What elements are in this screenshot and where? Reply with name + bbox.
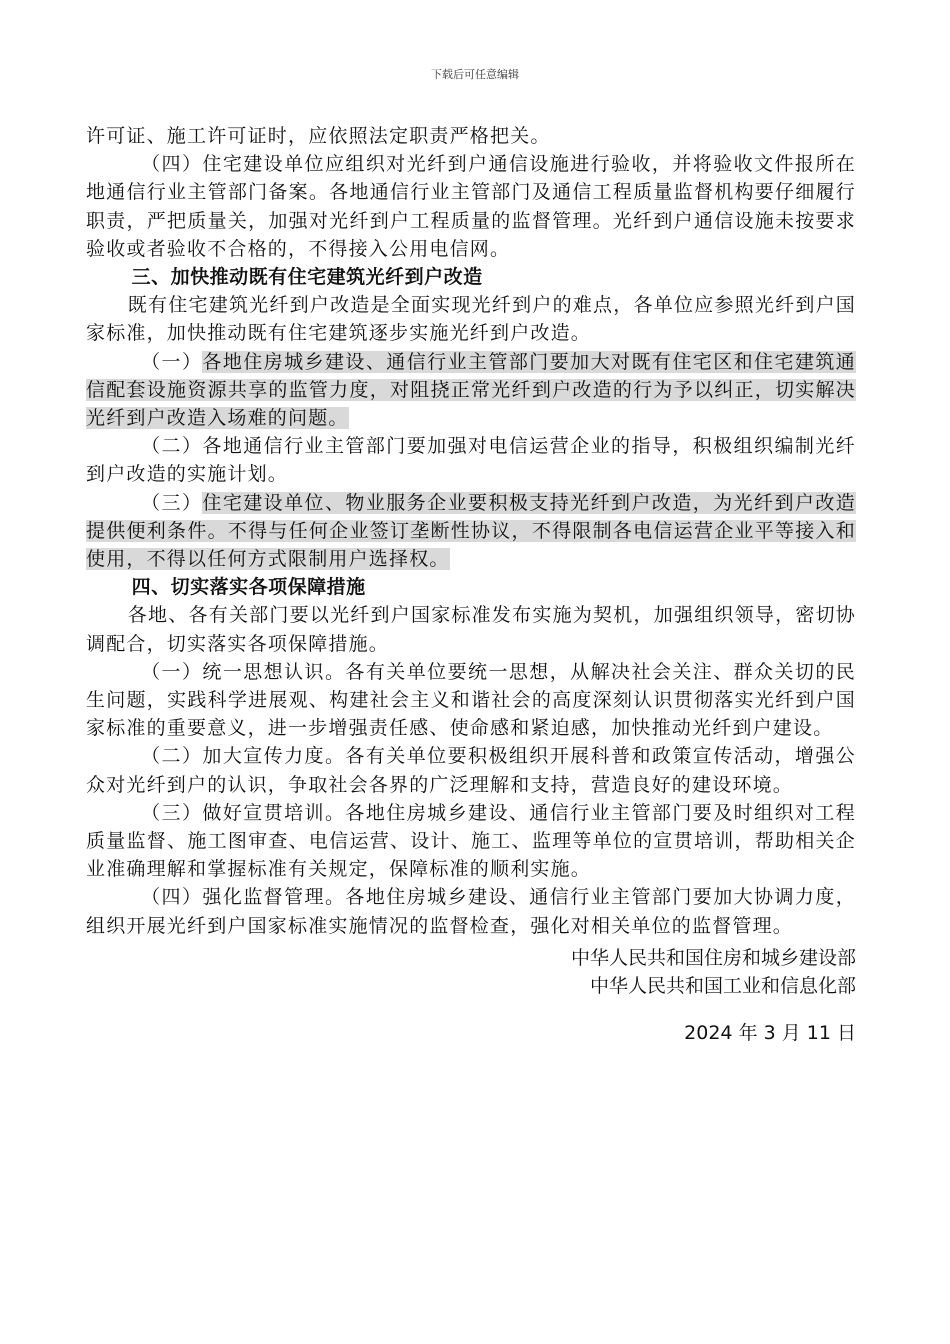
page-header: 下载后可任意编辑 [431,68,519,81]
highlighted-text: 住宅建设单位、物业服务企业要积极支持光纤到户改造，为光纤到户改造提供便利条件。不得与任何企业签订垄断性协议，不得限制各电信运营企业平等接入和使用，不得以任何方式限制用户选择权。 [86,491,856,571]
paragraph-9: （二）加大宣传力度。各有关单位要积极组织开展科普和政策宣传活动，增强公众对光纤到户的认识，争取社会各界的广泛理解和支持，营造良好的建设环境。 [86,745,856,796]
paragraph-5: （二）各地通信行业主管部门要加强对电信运营企业的指导，积极组织编制光纤到户改造的实施计划。 [86,435,856,486]
paragraph-8: （一）统一思想认识。各有关单位要统一思想，从解决社会关注、群众关切的民生问题，实践科学进展观、构建社会主义和谐社会的高度深刻认识贯彻落实光纤到户国家标准的重要意义，进一步增强责任感、使命感和紧迫感，加快推动光纤到户建设。 [86,660,856,740]
paragraph-6-prefix: （三） [141,491,203,514]
paragraph-4 [86,348,856,433]
signature-date: 2024 年 3 月 11 日 [684,1022,856,1044]
paragraph-10: （三）做好宣贯培训。各地住房城乡建设、通信行业主管部门要及时组织对工程质量监督、施工图审查、电信运营、设计、施工、监理等单位的宣贯培训，帮助相关企业准确理解和掌握标准有关规定，保障标准的顺利实施。 [86,801,856,881]
paragraph-4-prefix: （一） [141,350,203,373]
paragraph-3: 既有住宅建筑光纤到户改造是全面实现光纤到户的难点，各单位应参照光纤到户国家标准，加快推动既有住宅建筑逐步实施光纤到户改造。 [86,294,856,345]
section-heading-3: 三、加快推动既有住宅建筑光纤到户改造 [131,266,483,289]
signature-ministry-2: 中华人民共和国工业和信息化部 [589,975,856,997]
section-heading-4: 四、切实落实各项保障措施 [131,576,366,599]
paragraph-7: 各地、各有关部门要以光纤到户国家标准发布实施为契机，加强组织领导，密切协调配合，切实落实各项保障措施。 [86,604,856,655]
signature-block [571,944,856,1000]
paragraph-11: （四）强化监督管理。各地住房城乡建设、通信行业主管部门要加大协调力度，组织开展光纤到户国家标准实施情况的监督检查，强化对相关单位的监督管理。 [86,886,856,937]
paragraph-6 [86,489,856,574]
signature-ministry-1: 中华人民共和国住房和城乡建设部 [570,947,856,969]
document-body [86,122,856,940]
paragraph-2: （四）住宅建设单位应组织对光纤到户通信设施进行验收，并将验收文件报所在地通信行业主管部门备案。各地通信行业主管部门及通信工程质量监督机构要仔细履行职责，严把质量关，加强对光纤到户工程质量的监督管理。光纤到户通信设施未按要求验收或者验收不合格的，不得接入公用电信网。 [86,153,856,260]
paragraph-1: 许可证、施工许可证时，应依照法定职责严格把关。 [86,125,551,147]
highlighted-text: 各地住房城乡建设、通信行业主管部门要加大对既有住宅区和住宅建筑通信配套设施资源共享的监管力度，对阻挠正常光纤到户改造的行为予以纠正，切实解决光纤到户改造入场难的问题。 [86,350,856,430]
